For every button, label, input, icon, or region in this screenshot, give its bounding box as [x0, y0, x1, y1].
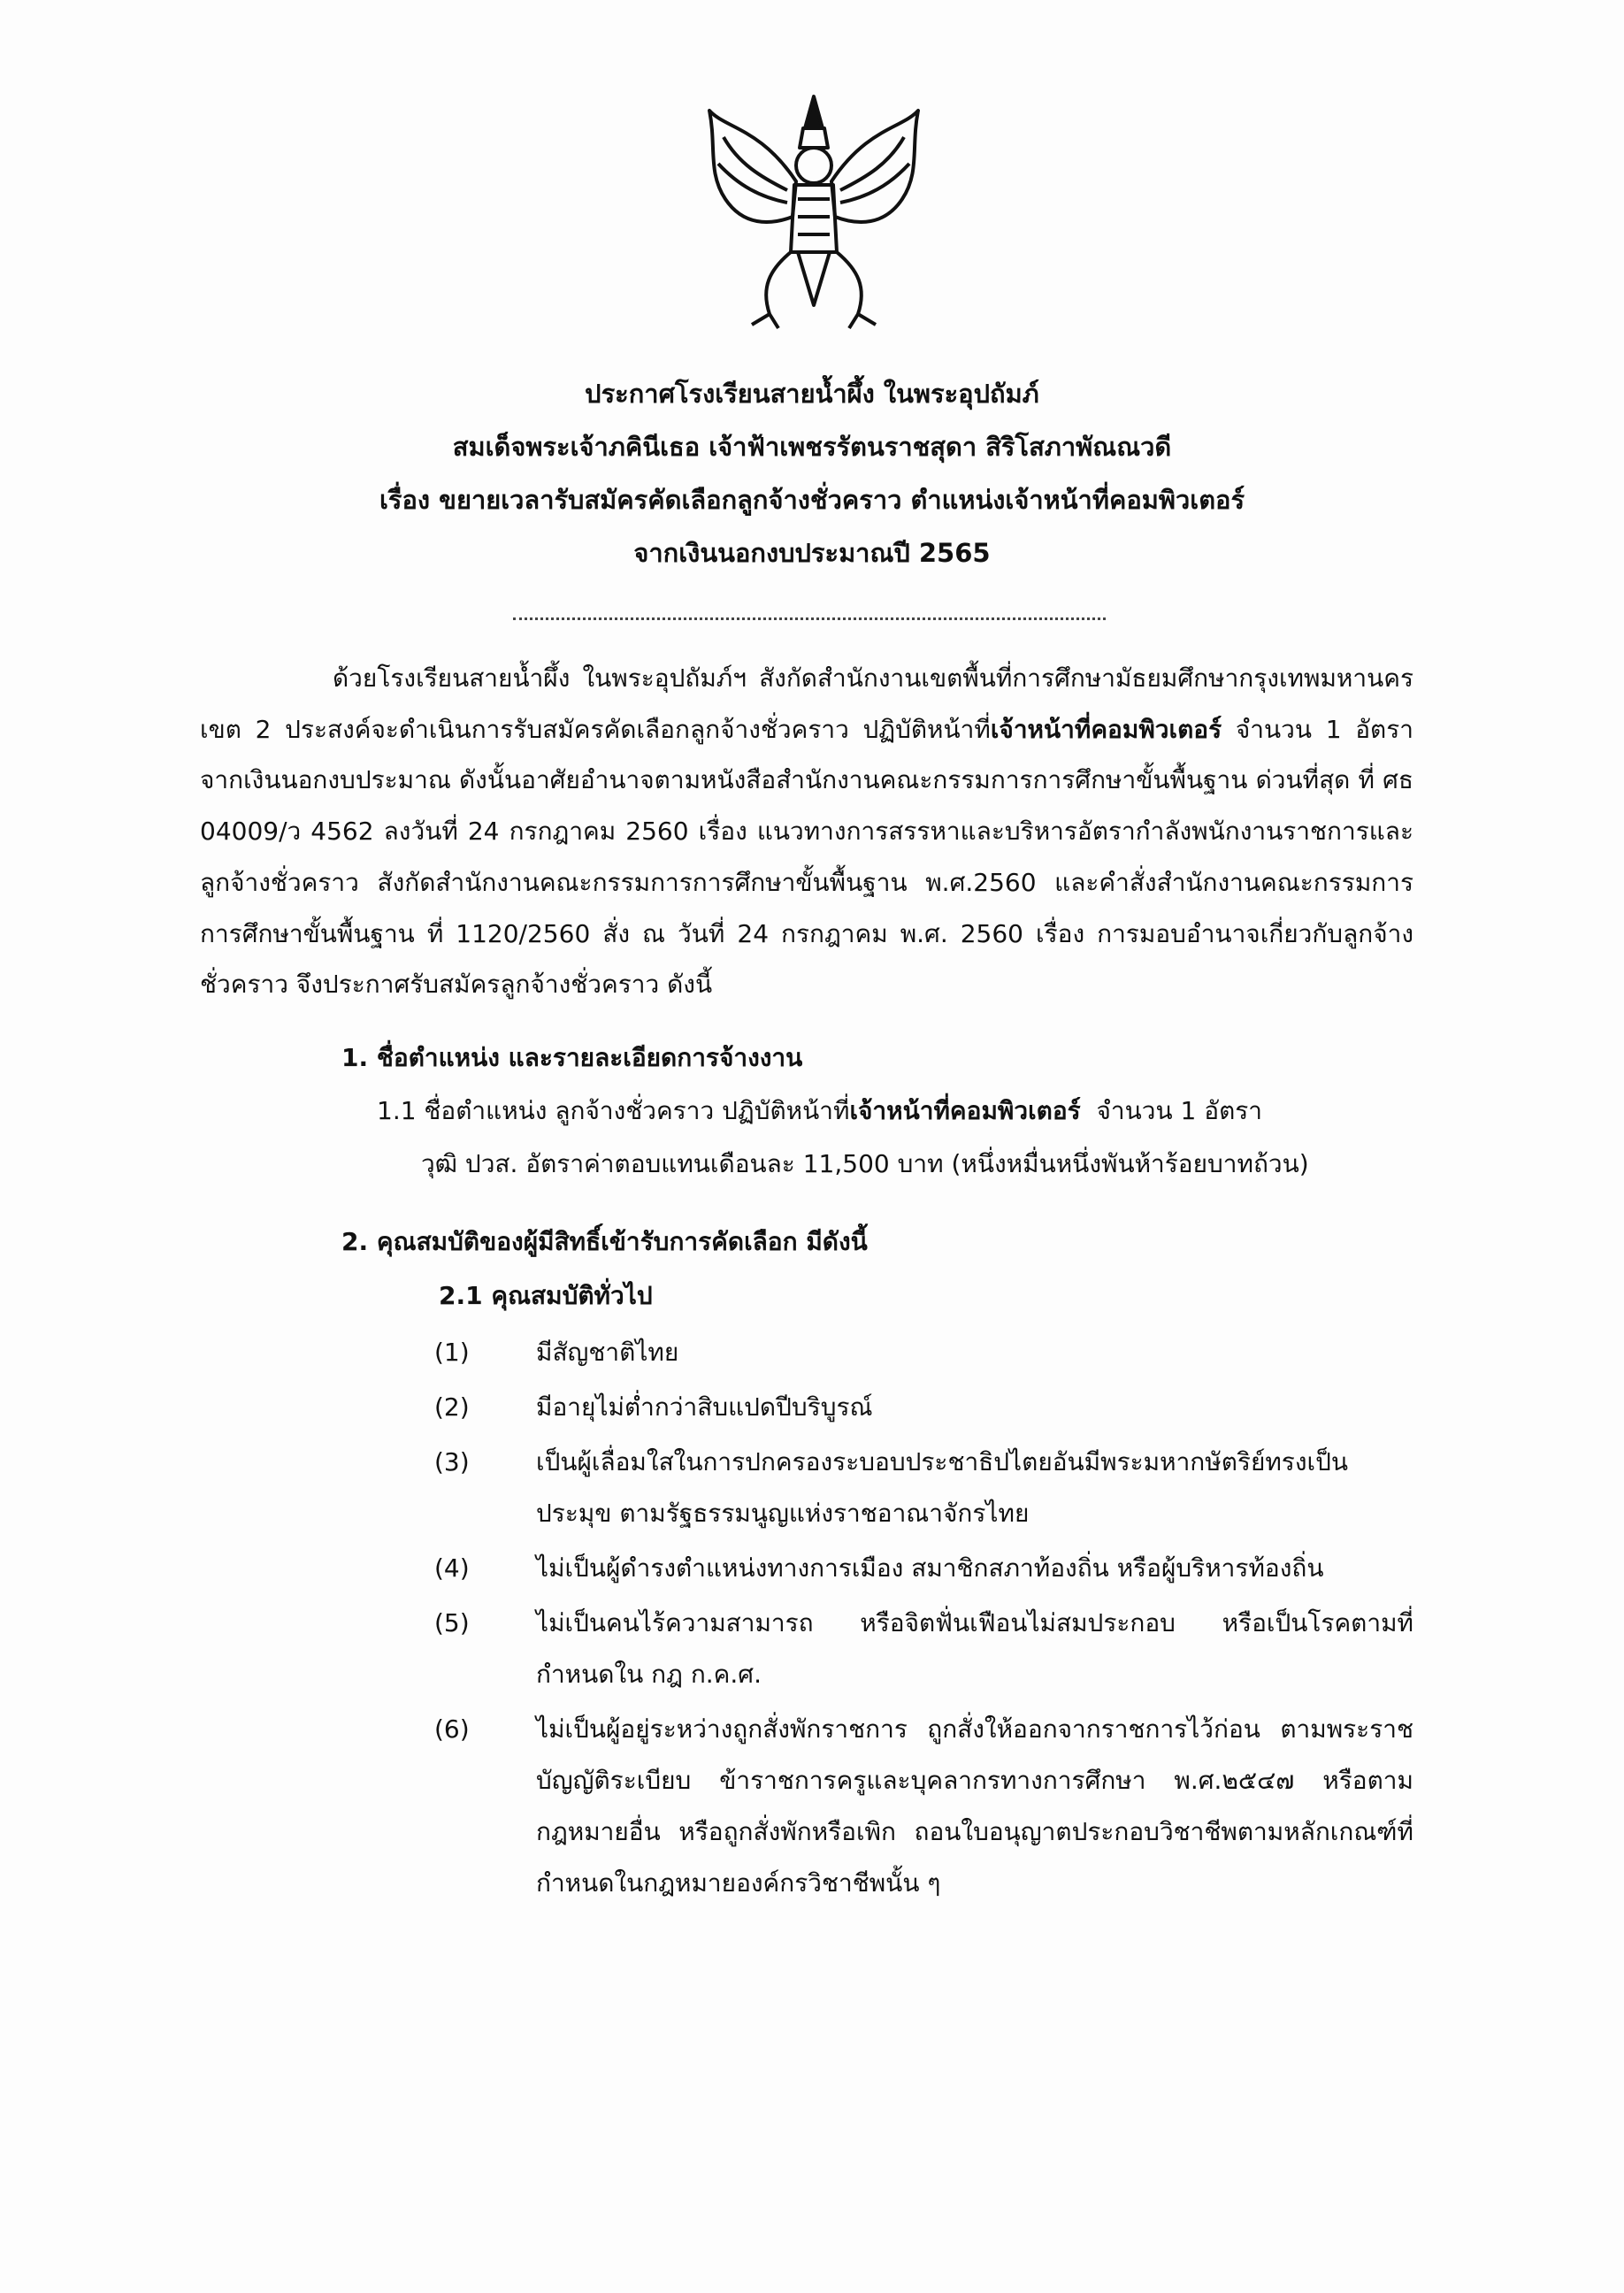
announcement-title: [177, 367, 1447, 579]
intro-paragraph: [200, 653, 1413, 1010]
title-line-4: จากเงินนอกงบประมาณปี 2565: [633, 538, 991, 568]
list-item-number: (2): [434, 1392, 470, 1422]
list-item-text: ไม่เป็นผู้ดำรงตำแหน่งทางการเมือง สมาชิกสภาท้องถิ่น หรือผู้บริหารท้องถิ่น: [536, 1553, 1324, 1583]
list-item-text: ไม่เป็นคนไร้ความสามารถ หรือจิตฟั่นเฟือนไม่สมประกอบ หรือเป็นโรคตามที่กำหนดใน กฎ ก.ค.ศ.: [536, 1607, 1413, 1689]
announcement-body: [200, 653, 1413, 1909]
section-2-1-heading: 2.1 คุณสมบัติทั่วไป: [439, 1280, 653, 1310]
intro-bold-position: เจ้าหน้าที่คอมพิวเตอร์: [990, 714, 1222, 744]
section-1-1-line2: วุฒิ ปวส. อัตราค่าตอบแทนเดือนละ 11,500 บาท (หนึ่งหมื่นหนึ่งพันห้าร้อยบาทถ้วน): [421, 1148, 1309, 1178]
section-1-heading: 1. ชื่อตำแหน่ง และรายละเอียดการจ้างงาน: [341, 1042, 803, 1072]
section-1-1-suffix: จำนวน 1 อัตรา: [1080, 1095, 1263, 1125]
list-item: [200, 1543, 1413, 1594]
section-1-1-bold: เจ้าหน้าที่คอมพิวเตอร์: [849, 1095, 1081, 1125]
list-item-number: (3): [434, 1446, 470, 1476]
list-item: [200, 1437, 1413, 1539]
intro-text-part1: ด้วยโรงเรียนสายน้ำผึ้ง ในพระอุปถัมภ์ฯ สังกัดสำนักงานเขตพื้นที่การศึกษามัธยมศึกษากรุงเทพมหานคร เขต 2 ประสงค์จะดำเนินการรับสมัครคัดเลือกลูกจ้างชั่วคราว ปฏิบัติหน้าที่: [200, 663, 1413, 744]
list-item: [200, 1598, 1413, 1700]
list-item-text: มีอายุไม่ต่ำกว่าสิบแปดปีบริบูรณ์: [536, 1392, 873, 1422]
list-item-number: (5): [434, 1607, 470, 1637]
title-line-3: เรื่อง ขยายเวลารับสมัครคัดเลือกลูกจ้างชั่วคราว ตำแหน่งเจ้าหน้าที่คอมพิวเตอร์: [379, 485, 1245, 515]
intro-text-part2: จำนวน 1 อัตรา จากเงินนอกงบประมาณ ดังนั้นอาศัยอำนาจตามหนังสือสำนักงานคณะกรรมการการศึกษาขั้นพื้นฐาน ด่วนที่สุด ที่ ศธ 04009/ว 4562 ลงวันที่ 24 กรกฎาคม 2560 เรื่อง แนวทางการสรรหาและบริหารอัตรากำลังพนักงานราชการและลูกจ้างชั่วคราว สังกัดสำนักงานคณะกรรมการการศึกษาขั้นพื้นฐาน พ.ศ.2560 และคำสั่งสำนักงานคณะกรรมการการศึกษาขั้นพื้นฐาน ที่ 1120/2560 สั่ง ณ วันที่ 24 กรกฎาคม พ.ศ. 2560 เรื่อง การมอบอำนาจเกี่ยวกับลูกจ้างชั่วคราว จึงประกาศรับสมัครลูกจ้างชั่วคราว ดังนี้: [200, 714, 1413, 1000]
section-1-1: [200, 1085, 1413, 1191]
list-item-number: (4): [434, 1553, 470, 1583]
list-item: [200, 1382, 1413, 1433]
title-line-1: ประกาศโรงเรียนสายน้ำผึ้ง ในพระอุปถัมภ์: [585, 379, 1039, 409]
section-2-heading: 2. คุณสมบัติของผู้มีสิทธิ์เข้ารับการคัดเลือก มีดังนี้: [341, 1226, 868, 1256]
list-item-text: ไม่เป็นผู้อยู่ระหว่างถูกสั่งพักราชการ ถูกสั่งให้ออกจากราชการไว้ก่อน ตามพระราชบัญญัติระเบียบ ข้าราชการครูและบุคลากรทางการศึกษา พ.ศ.๒๕๔๗ หรือตามกฎหมายอื่น หรือถูกสั่งพักหรือเพิก ถอนใบอนุญาตประกอบวิชาชีพตามหลักเกณฑ์ที่กำหนดในกฎหมายองค์กรวิชาชีพนั้น ๆ: [536, 1714, 1413, 1898]
list-item-number: (1): [434, 1337, 470, 1367]
list-item-number: (6): [434, 1714, 470, 1744]
list-item-text: มีสัญชาติไทย: [536, 1337, 679, 1367]
title-line-2: สมเด็จพระเจ้าภคินีเธอ เจ้าฟ้าเพชรรัตนราชสุดา สิริโสภาพัณณวดี: [452, 432, 1172, 462]
section-1-1-prefix: 1.1 ชื่อตำแหน่ง ลูกจ้างชั่วคราว ปฏิบัติหน้าที่: [377, 1095, 850, 1125]
title-divider: [513, 617, 1106, 620]
list-item: [200, 1704, 1413, 1909]
garuda-emblem-icon: [699, 93, 929, 332]
list-item: [200, 1327, 1413, 1378]
list-item-text: เป็นผู้เลื่อมใสในการปกครองระบอบประชาธิปไตยอันมีพระมหากษัตริย์ทรงเป็นประมุข ตามรัฐธรรมนูญแห่งราชอาณาจักรไทย: [536, 1446, 1348, 1528]
